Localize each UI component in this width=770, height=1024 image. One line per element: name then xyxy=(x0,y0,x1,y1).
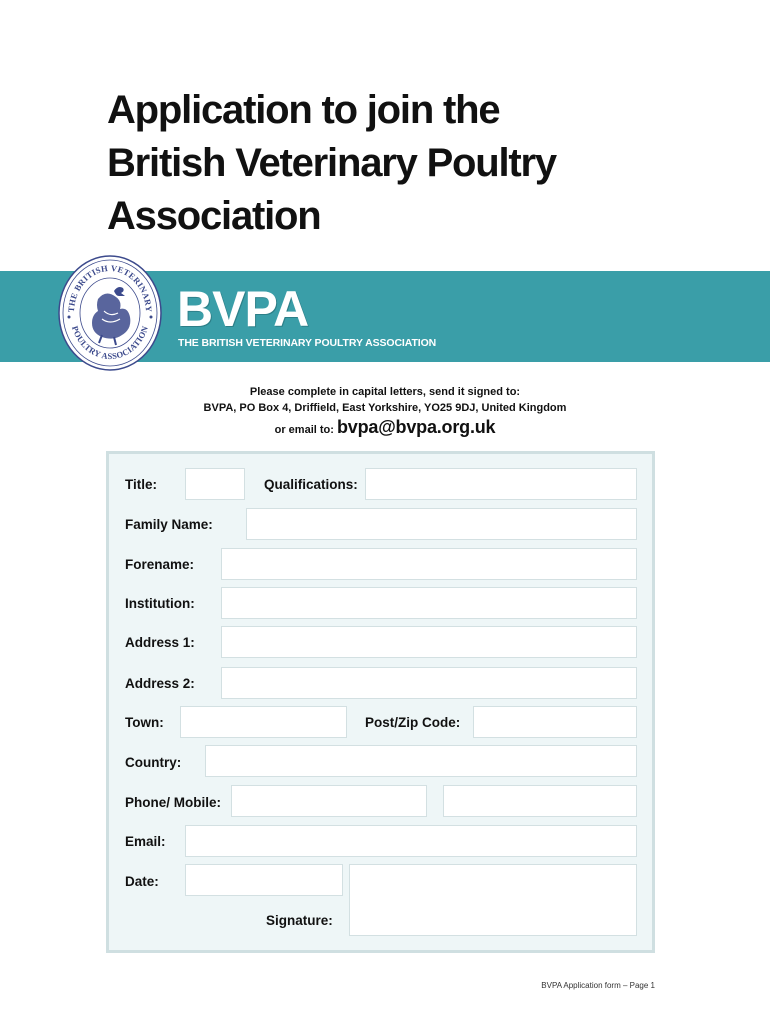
address1-field[interactable] xyxy=(221,626,637,658)
country-label: Country: xyxy=(125,755,182,770)
address2-label: Address 2: xyxy=(125,676,195,691)
forename-field[interactable] xyxy=(221,548,637,580)
title-field[interactable] xyxy=(185,468,245,500)
institution-field[interactable] xyxy=(221,587,637,619)
town-label: Town: xyxy=(125,715,164,730)
town-field[interactable] xyxy=(180,706,347,738)
date-field[interactable] xyxy=(185,864,343,896)
postcode-label: Post/Zip Code: xyxy=(365,715,461,730)
postcode-field[interactable] xyxy=(473,706,637,738)
email-prefix: or email to: xyxy=(274,424,334,436)
address2-field[interactable] xyxy=(221,667,637,699)
country-field[interactable] xyxy=(205,745,637,777)
svg-text:POULTRY ASSOCIATION: POULTRY ASSOCIATION xyxy=(69,324,151,362)
qualifications-field[interactable] xyxy=(365,468,637,500)
postal-address: BVPA, PO Box 4, Driffield, East Yorkshire, YO25 9DJ, United Kingdom xyxy=(203,402,567,414)
title-label: Title: xyxy=(125,477,158,492)
title-line-3: Association xyxy=(107,194,321,238)
email-instruction xyxy=(0,417,770,438)
family-name-field[interactable] xyxy=(246,508,637,540)
date-label: Date: xyxy=(125,874,159,889)
signature-label: Signature: xyxy=(266,913,333,928)
contact-email-link[interactable]: bvpa@bvpa.org.uk xyxy=(336,417,496,437)
email-label: Email: xyxy=(125,834,166,849)
forename-label: Forename: xyxy=(125,557,195,572)
qualifications-label: Qualifications: xyxy=(264,477,358,492)
bvpa-logo-text: BVPA xyxy=(177,281,309,337)
association-seal-logo xyxy=(58,255,162,371)
svg-text:THE BRITISH VETERINARY: THE BRITISH VETERINARY xyxy=(65,262,155,313)
address1-label: Address 1: xyxy=(125,635,195,650)
page-title xyxy=(107,84,707,243)
mobile-field[interactable] xyxy=(443,785,637,817)
family-name-label: Family Name: xyxy=(125,517,213,532)
phone-label: Phone/ Mobile: xyxy=(125,795,221,810)
institution-label: Institution: xyxy=(125,596,195,611)
title-line-1: Application to join the xyxy=(107,88,500,132)
page-footer: BVPA Application form – Page 1 xyxy=(541,981,655,990)
phone-field[interactable] xyxy=(231,785,427,817)
email-field[interactable] xyxy=(185,825,637,857)
instructions-line-1: Please complete in capital letters, send it signed to: xyxy=(249,386,521,398)
bvpa-subtitle: THE BRITISH VETERINARY POULTRY ASSOCIATION xyxy=(178,337,437,349)
signature-field[interactable] xyxy=(349,864,637,936)
title-line-2: British Veterinary Poultry xyxy=(107,141,556,185)
